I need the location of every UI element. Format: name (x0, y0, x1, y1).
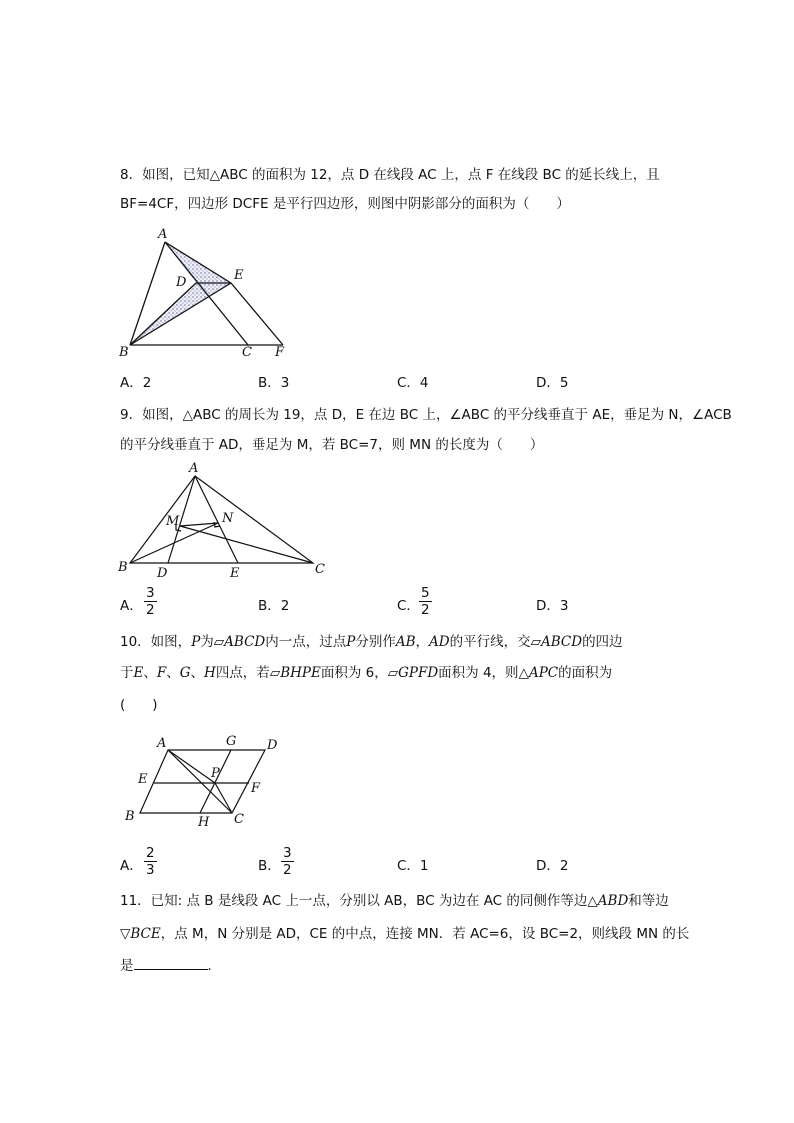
q10-label-e: E (138, 772, 148, 787)
q10-option-b-fraction (281, 845, 294, 878)
q9-label-b: B (118, 560, 128, 575)
text: 10．如图， (120, 634, 192, 650)
q11-stem-line1 (120, 892, 669, 910)
denominator: 2 (283, 862, 292, 878)
q10-label-b: B (125, 809, 135, 824)
q9-label-m: M (166, 514, 180, 529)
q8-label-f: F (275, 345, 285, 360)
math-parallelogram-bhpe: ▱BHPE (269, 665, 321, 681)
q10-label-c: C (234, 812, 244, 827)
q10-label-a: A (157, 736, 167, 751)
q8-label-e: E (234, 268, 244, 283)
math-f: F (156, 665, 167, 681)
text: 四点，若 (215, 665, 270, 681)
numerator: 5 (421, 585, 430, 601)
text: 、 (166, 665, 180, 681)
q8-option-b[interactable]: B．3 (258, 375, 290, 391)
q9-option-a-prefix: A． (120, 598, 143, 614)
q10-label-g: G (226, 734, 237, 749)
q10-option-b-prefix: B． (258, 858, 281, 874)
q10-label-f: F (251, 781, 261, 796)
text: 面积为 4，则 (438, 665, 519, 681)
q10-option-a-fraction (144, 845, 157, 878)
q10-option-d[interactable]: D．2 (536, 858, 569, 874)
math-parallelogram-abcd: ▱ABCD (530, 634, 583, 650)
denominator: 2 (146, 602, 155, 618)
q10-option-a[interactable] (120, 857, 143, 875)
text: ， (415, 634, 430, 650)
q8-option-a[interactable]: A．2 (120, 375, 152, 391)
q10-label-d: D (267, 738, 278, 753)
denominator: 2 (421, 602, 430, 618)
text: 分别作 (355, 634, 396, 650)
text: 于 (120, 665, 134, 681)
q9-label-n: N (222, 511, 234, 526)
q10-option-a-prefix: A． (120, 858, 143, 874)
math-parallelogram-gpfd: ▱GPFD (387, 665, 439, 681)
q9-option-b[interactable]: B．2 (258, 598, 290, 614)
numerator: 2 (146, 845, 155, 861)
q9-stem-line1: 9．如图，△ABC 的周长为 19，点 D，E 在边 BC 上，∠ABC 的平分线垂直于 AE，垂足为 N，∠ACB (120, 407, 732, 423)
text: 面积为 6， (320, 665, 388, 681)
q8-option-c[interactable]: C．4 (397, 375, 429, 391)
math-triangle-abd: △ABD (587, 893, 629, 909)
q8-label-b: B (119, 345, 129, 360)
q8-label-c: C (242, 345, 252, 360)
q11-stem-line3 (120, 957, 221, 975)
math-e: E (133, 665, 144, 681)
math-parallelogram-abcd: ▱ABCD (213, 634, 266, 650)
q8-option-d[interactable]: D．5 (536, 375, 569, 391)
answer-blank[interactable] (134, 957, 208, 970)
q8-stem-line2: BF=4CF，四边形 DCFE 是平行四边形，则图中阴影部分的面积为（ ） (120, 196, 570, 212)
text: 的面积为 (558, 665, 613, 681)
text: 11．已知: 点 B 是线段 AC 上一点，分别以 AB，BC 为边在 AC 的同侧作等边 (120, 893, 588, 909)
math-h: H (204, 665, 216, 681)
q11-stem-line2 (120, 925, 689, 943)
text: 的四边 (582, 634, 623, 650)
numerator: 3 (283, 845, 292, 861)
text: 、 (190, 665, 205, 681)
q8-label-a: A (158, 227, 168, 242)
q10-stem-line3: ( ) (120, 697, 158, 713)
q10-option-c[interactable]: C．1 (397, 858, 429, 874)
q10-option-b[interactable] (258, 857, 281, 875)
q9-label-a: A (189, 461, 199, 476)
q9-label-e: E (230, 566, 240, 581)
q9-stem-line2: 的平分线垂直于 AD，垂足为 M，若 BC=7，则 MN 的长度为（ ） (120, 437, 544, 453)
q9-option-c-prefix: C． (397, 598, 420, 614)
numerator: 3 (146, 585, 155, 601)
text: 、 (143, 665, 157, 681)
denominator: 3 (146, 862, 155, 878)
text: ． (207, 958, 221, 974)
math-triangle-apc: △APC (518, 665, 559, 681)
text: ，点 M，N 分别是 AD，CE 的中点，连接 MN．若 AC=6，设 BC=2，则线段 MN 的长 (160, 926, 690, 942)
math-p: P (191, 634, 201, 650)
text: 和等边 (628, 893, 669, 909)
text: 为 (200, 634, 214, 650)
text: 是 (120, 958, 134, 974)
q9-option-d[interactable]: D．3 (536, 598, 569, 614)
math-g: G (179, 665, 191, 681)
q9-label-c: C (315, 562, 325, 577)
q8-label-d: D (176, 275, 187, 290)
q10-label-h: H (198, 815, 210, 830)
q9-label-d: D (157, 566, 168, 581)
q10-label-p: P (211, 766, 220, 781)
math-ab: AB (395, 634, 416, 650)
math-triangle-bce: ▽BCE (120, 926, 161, 942)
math-ad: AD (429, 634, 450, 650)
text: 的平行线，交 (449, 634, 531, 650)
math-p: P (346, 634, 356, 650)
text: 内一点，过点 (265, 634, 347, 650)
q8-stem-line1: 8．如图，已知△ABC 的面积为 12，点 D 在线段 AC 上，点 F 在线段 BC 的延长线上，且 (120, 167, 660, 183)
